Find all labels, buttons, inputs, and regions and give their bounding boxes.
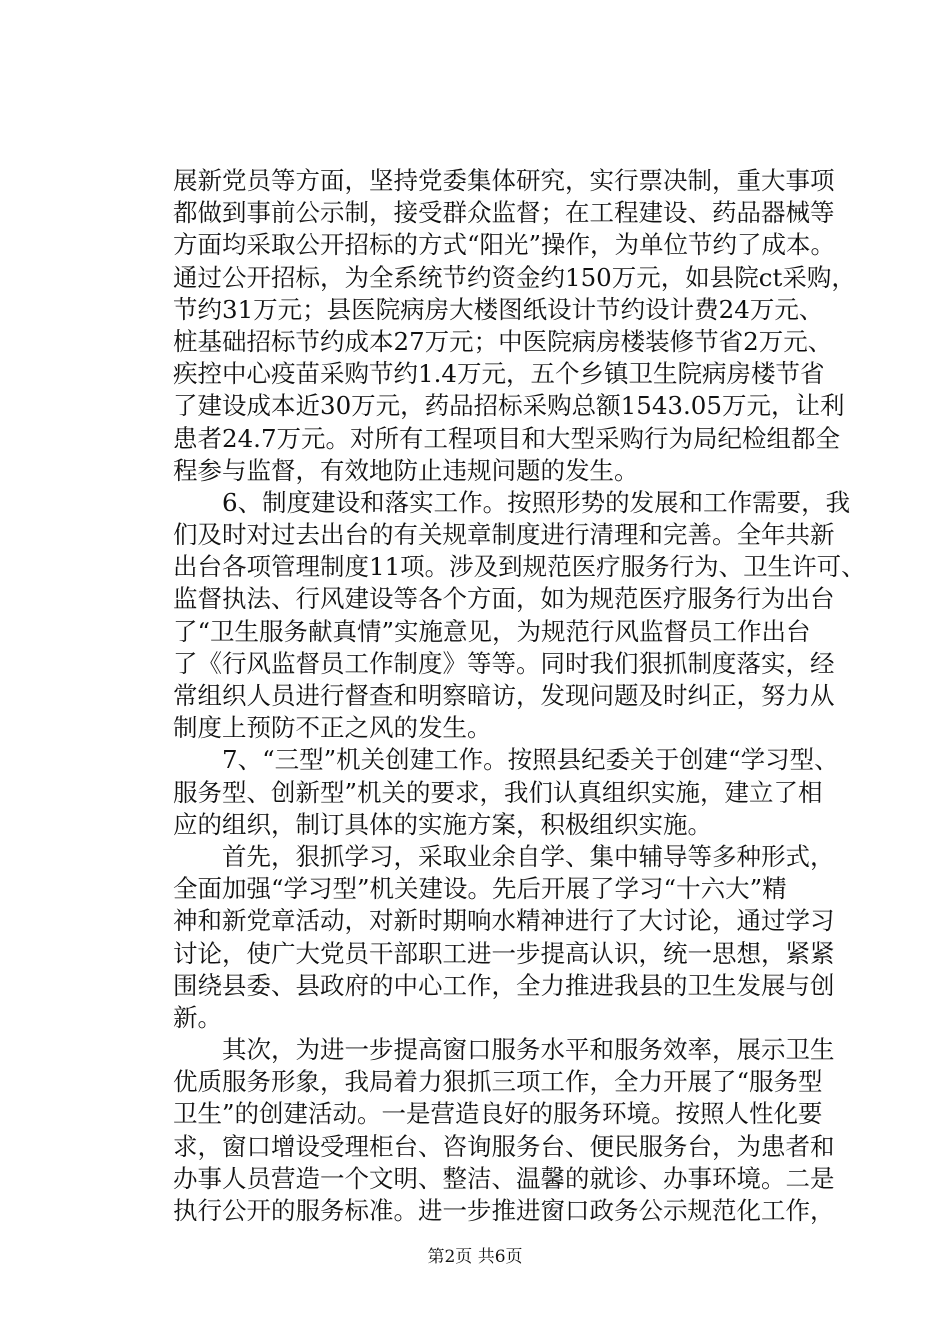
text-line: 应的组织，制订具体的实施方案，积极组织实施。	[173, 809, 712, 839]
text-line: 优质服务形象，我局着力狠抓三项工作，全力开展了“服务型	[173, 1067, 823, 1097]
text-line: 办事人员营造一个文明、整洁、温馨的就诊、办事环境。二是	[173, 1163, 835, 1193]
text-line: 都做到事前公示制，接受群众监督；在工程建设、药品器械等	[173, 198, 835, 228]
text-line: 全面加强“学习型”机关建设。先后开展了学习“十六大”精	[173, 874, 787, 904]
text-line: 桩基础招标节约成本27万元；中医院病房楼装修节省2万元、	[173, 326, 833, 356]
text-line: 监督执法、行风建设等各个方面，如为规范医疗服务行为出台	[173, 584, 835, 614]
text-line: 执行公开的服务标准。进一步推进窗口政务公示规范化工作，	[173, 1196, 835, 1225]
text-line: 展新党员等方面，坚持党委集体研究，实行票决制，重大事项	[173, 166, 835, 195]
text-line: 常组织人员进行督查和明察暗访，发现问题及时纠正，努力从	[173, 681, 835, 710]
text-line: 节约31万元；县医院病房大楼图纸设计节约设计费24万元、	[173, 294, 824, 324]
text-line: 卫生”的创建活动。一是营造良好的服务环境。按照人性化要	[173, 1099, 823, 1129]
text-line: 们及时对过去出台的有关规章制度进行清理和完善。全年共新	[173, 520, 835, 550]
text-line: 通过公开招标，为全系统节约资金约150万元，如县院ct采购，	[173, 262, 856, 292]
text-line: 患者24.7万元。对所有工程项目和大型采购行为局纪检组都全	[173, 423, 841, 453]
text-line: 方面均采取公开招标的方式“阳光”操作，为单位节约了成本。	[173, 230, 836, 260]
text-line: 制度上预防不正之风的发生。	[173, 713, 492, 743]
text-line: 新。	[173, 1002, 222, 1032]
text-line: 疾控中心疫苗采购节约1.4万元，五个乡镇卫生院病房楼节省	[173, 359, 825, 389]
text-line: 了《行风监督员工作制度》等等。同时我们狠抓制度落实，经	[173, 648, 835, 678]
text-line: 神和新党章活动，对新时期响水精神进行了大讨论，通过学习	[173, 906, 835, 936]
text-line: 首先，狠抓学习，采取业余自学、集中辅导等多种形式，	[173, 841, 835, 871]
text-line: 6、制度建设和落实工作。按照形势的发展和工作需要，我	[173, 487, 851, 517]
page-number-footer: 第2页 共6页	[427, 1247, 523, 1267]
text-line: 7、“三型”机关创建工作。按照县纪委关于创建“学习型、	[173, 745, 839, 775]
text-line: 讨论，使广大党员干部职工进一步提高认识，统一思想，紧紧	[173, 938, 835, 968]
text-line: 围绕县委、县政府的中心工作，全力推进我县的卫生发展与创	[173, 970, 835, 1000]
text-line: 其次，为进一步提高窗口服务水平和服务效率，展示卫生	[173, 1035, 835, 1065]
text-line: 出台各项管理制度11项。涉及到规范医疗服务行为、卫生许可、	[173, 552, 866, 582]
text-line: 求，窗口增设受理柜台、咨询服务台、便民服务台，为患者和	[173, 1131, 835, 1161]
text-line: 程参与监督，有效地防止违规问题的发生。	[173, 455, 639, 485]
text-line: 了建设成本近30万元，药品招标采购总额1543.05万元，让利	[173, 391, 845, 421]
text-line: 服务型、创新型”机关的要求，我们认真组织实施，建立了相	[173, 777, 823, 807]
text-line: 了“卫生服务献真情”实施意见，为规范行风监督员工作出台	[173, 616, 811, 646]
document-body	[173, 165, 866, 1227]
